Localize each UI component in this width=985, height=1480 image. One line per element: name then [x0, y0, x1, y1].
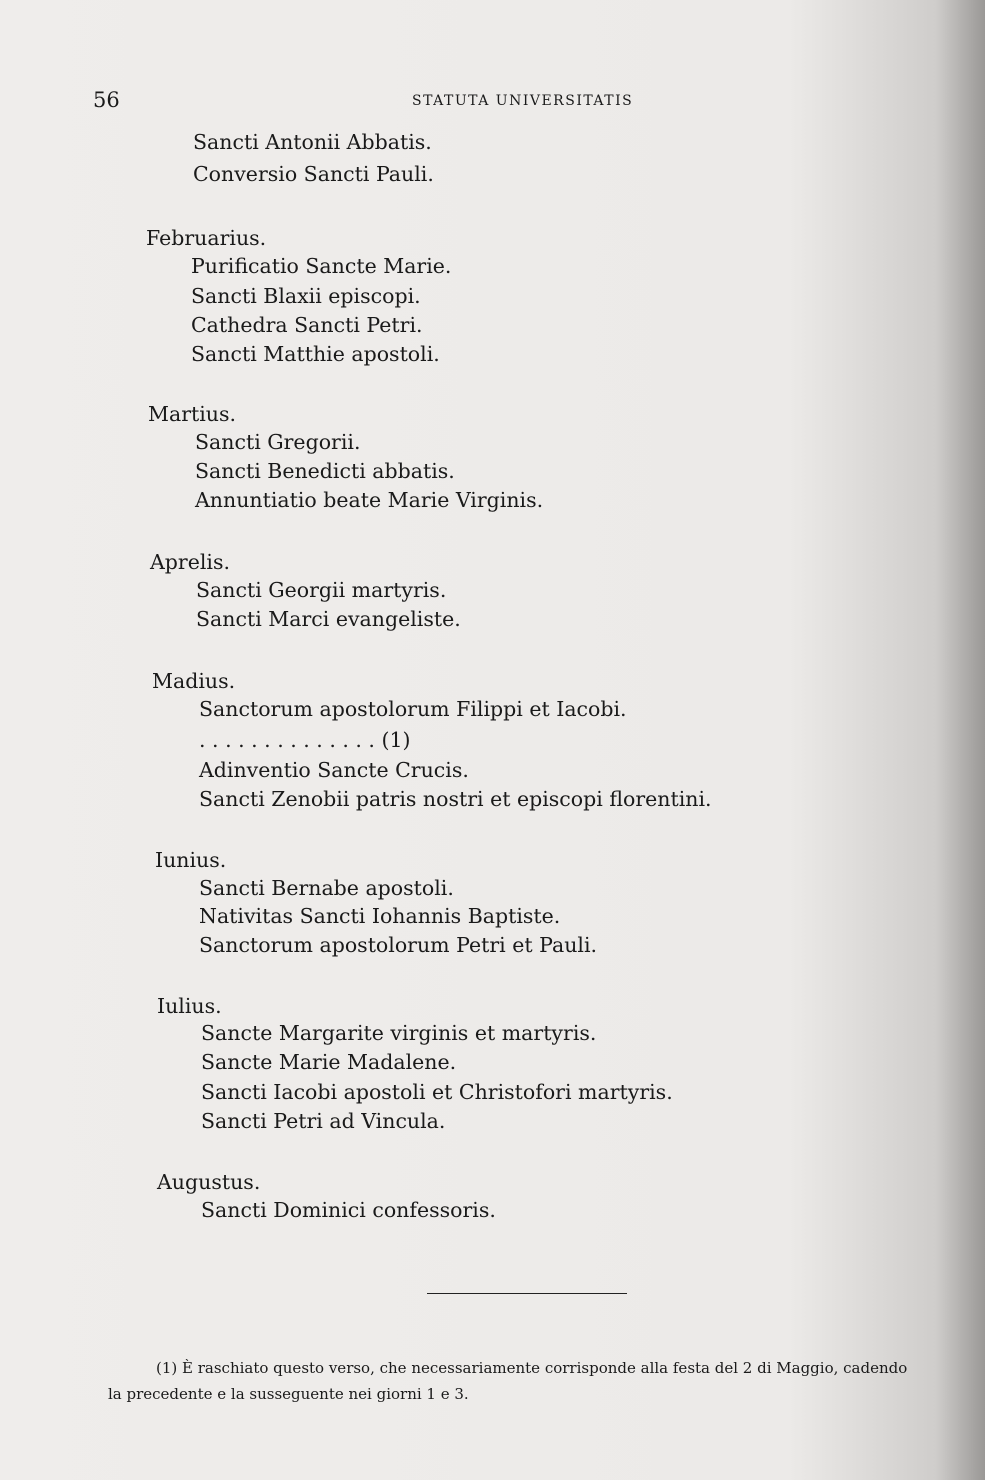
month-heading-madius: Madius. — [152, 669, 236, 693]
month-heading-februarius: Februarius. — [146, 226, 267, 250]
feast-line: Sancte Marie Madalene. — [201, 1050, 457, 1074]
month-heading-augustus: Augustus. — [157, 1170, 261, 1194]
feast-line: Sancti Zenobii patris nostri et episcopi florentini. — [199, 787, 712, 811]
feast-line: Purificatio Sancte Marie. — [191, 254, 452, 278]
feast-line: Sanctorum apostolorum Petri et Pauli. — [199, 933, 598, 957]
page-number: 56 — [93, 88, 120, 112]
feast-line: Annuntiatio beate Marie Virginis. — [195, 488, 544, 512]
feast-line: Sancti Georgii martyris. — [196, 578, 447, 602]
feast-line: Sancti Petri ad Vincula. — [201, 1109, 446, 1133]
page-header — [0, 88, 985, 118]
feast-line: Cathedra Sancti Petri. — [191, 313, 423, 337]
month-heading-iunius: Iunius. — [155, 848, 227, 872]
feast-line: Sancti Marci evangeliste. — [196, 607, 461, 631]
running-title: STATUTA UNIVERSITATIS — [412, 93, 634, 109]
feast-line: Sancti Gregorii. — [195, 430, 361, 454]
footnote-separator — [427, 1293, 627, 1294]
month-heading-aprelis: Aprelis. — [150, 550, 231, 574]
feast-line: Sancti Benedicti abbatis. — [195, 459, 455, 483]
feast-line: Sancti Blaxii episcopi. — [191, 284, 421, 308]
erased-verse-line: . . . . . . . . . . . . . . (1) — [199, 728, 411, 752]
feast-line: Sancti Iacobi apostoli et Christofori martyris. — [201, 1080, 673, 1104]
feast-line: Sancti Bernabe apostoli. — [199, 876, 454, 900]
footnote-line: (1) È raschiato questo verso, che necessariamente corrisponde alla festa del 2 di Maggio, cadendo — [156, 1359, 908, 1377]
footnote — [108, 1355, 948, 1407]
feast-line: Sanctorum apostolorum Filippi et Iacobi. — [199, 697, 627, 721]
feast-line: Adinventio Sancte Crucis. — [199, 758, 469, 782]
month-heading-iulius: Iulius. — [157, 994, 222, 1018]
feast-line: Sancti Antonii Abbatis. — [193, 130, 432, 154]
feast-line: Sancti Dominici confessoris. — [201, 1198, 496, 1222]
feast-line: Sancti Matthie apostoli. — [191, 342, 440, 366]
feast-line: Conversio Sancti Pauli. — [193, 162, 434, 186]
feast-line: Nativitas Sancti Iohannis Baptiste. — [199, 904, 561, 928]
footnote-line: la precedente e la susseguente nei giorni 1 e 3. — [108, 1385, 469, 1403]
feast-line: Sancte Margarite virginis et martyris. — [201, 1021, 597, 1045]
month-heading-martius: Martius. — [148, 402, 237, 426]
